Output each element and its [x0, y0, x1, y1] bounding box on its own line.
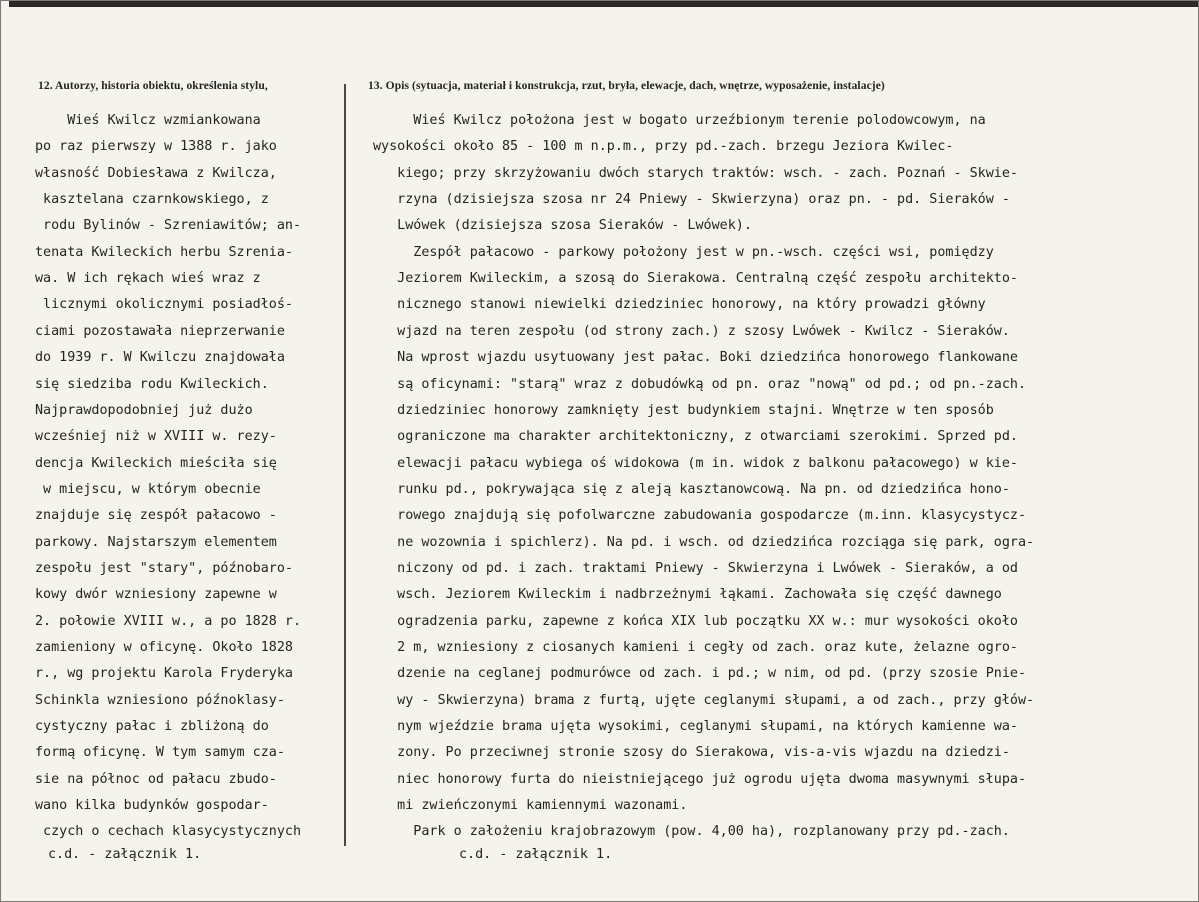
text-line: kiego; przy skrzyżowaniu dwóch starych traktów: wsch. - zach. Poznań - Skwie-	[373, 165, 1018, 181]
section-13-heading: 13. Opis (sytuacja, materiał i konstrukcja, rzut, bryła, elewacje, dach, wnętrze, wyposażenie, instalacje)	[368, 80, 885, 92]
text-line: tenata Kwileckich herbu Szrenia-	[35, 244, 293, 260]
text-line: Najprawdopodobniej już dużo	[35, 402, 253, 418]
text-line: Zespół pałacowo - parkowy położony jest w pn.-wsch. części wsi, pomiędzy	[373, 244, 994, 260]
text-line: dzenie na ceglanej podmurówce od zach. i pd.; w nim, od pd. (przy szosie Pnie-	[373, 666, 1027, 682]
text-line: po raz pierwszy w 1388 r. jako	[35, 139, 277, 155]
text-line: niczony od pd. i zach. traktami Pniewy - Skwierzyna i Lwówek - Sieraków, a od	[373, 560, 1018, 576]
text-line: są oficynami: "starą" wraz z dobudówką od pn. oraz "nową" od pd.; od pn.-zach.	[373, 376, 1027, 392]
text-line: kasztelana czarnkowskiego, z	[35, 192, 269, 208]
text-line: własność Dobiesława z Kwilcza,	[35, 165, 277, 181]
text-line: znajduje się zespół pałacowo -	[35, 508, 277, 524]
text-line: ne wozownia i spichlerz). Na pd. i wsch. od dziedzińca rozciąga się park, ogra-	[373, 534, 1035, 550]
text-line: ciami pozostawała nieprzerwanie	[35, 323, 285, 339]
text-line: sie na północ od pałacu zbudo-	[35, 771, 277, 787]
text-line: Wieś Kwilcz wzmiankowana	[35, 113, 261, 128]
text-line: elewacji pałacu wybiega oś widokowa (m in. widok z balkonu pałacowego) w kie-	[373, 455, 1018, 471]
text-line: wa. W ich rękach wieś wraz z	[35, 271, 261, 287]
text-line: niec honorowy furta do nieistniejącego już ogrodu ujęta dwoma masywnymi słupa-	[373, 771, 1027, 787]
text-line: r., wg projektu Karola Fryderyka	[35, 666, 293, 682]
text-line: 2 m, wzniesiony z ciosanych kamieni i cegły od zach. oraz kute, żelazne ogro-	[373, 640, 1018, 655]
text-line: nicznego stanowi niewielki dziedziniec honorowy, na który prowadzi główny	[373, 297, 986, 313]
text-line: kowy dwór wzniesiony zapewne w	[35, 587, 277, 603]
text-line: w miejscu, w którym obecnie	[35, 481, 261, 497]
text-line: ogradzenia parku, zapewne z końca XIX lub początku XX w.: mur wysokości około	[373, 613, 1018, 629]
text-line: formą oficynę. W tym samym cza-	[35, 745, 285, 761]
text-line: Schinkla wzniesiono późnoklasy-	[35, 692, 285, 708]
text-line: rowego znajdują się pofolwarczne zabudowania gospodarcze (m.inn. klasycystycz-	[373, 508, 1027, 524]
section-12-heading: 12. Autorzy, historia obiektu, określenia stylu,	[38, 80, 268, 92]
text-line: wano kilka budynków gospodar-	[35, 798, 269, 814]
text-line: cystyczny pałac i zbliżoną do	[35, 719, 269, 735]
text-line: mi zwieńczonymi kamiennymi wazonami.	[373, 798, 688, 814]
text-line: czych o cechach klasycystycznych	[35, 824, 302, 840]
text-line: Lwówek (dzisiejsza szosa Sieraków - Lwówek).	[373, 218, 752, 234]
text-line: dziedziniec honorowy zamknięty jest budynkiem stajni. Wnętrze w ten sposób	[373, 402, 994, 418]
text-line: nym wjeździe brama ujęta wysokimi, ceglanymi słupami, na których kamienne wa-	[373, 719, 1018, 735]
text-line: Park o założeniu krajobrazowym (pow. 4,00 ha), rozplanowany przy pd.-zach.	[373, 824, 1010, 840]
text-line: 2. połowie XVIII w., a po 1828 r.	[35, 613, 302, 629]
text-line: wjazd na teren zespołu (od strony zach.) z szosy Lwówek - Kwilcz - Sieraków.	[373, 323, 1010, 339]
text-line: do 1939 r. W Kwilczu znajdowała	[35, 350, 285, 366]
footer-continuation-left: c.d. - załącznik 1.	[48, 847, 202, 862]
text-line: wysokości około 85 - 100 m n.p.m., przy pd.-zach. brzegu Jeziora Kwilec-	[373, 139, 954, 155]
text-line: zespołu jest "stary", późnobaro-	[35, 560, 293, 576]
text-line: licznymi okolicznymi posiadłoś-	[35, 297, 293, 313]
text-line: zony. Po przeciwnej stronie szosy do Sierakowa, vis-a-vis wjazdu na dziedzi-	[373, 745, 1010, 761]
text-line: zamieniony w oficynę. Około 1828	[35, 640, 293, 655]
text-line: Na wprost wjazdu usytuowany jest pałac. Boki dziedzińca honorowego flankowane	[373, 350, 1018, 366]
text-line: wy - Skwierzyna) brama z furtą, ujęte ceglanymi słupami, a od zach., przy głów-	[373, 692, 1035, 708]
text-line: rodu Bylinów - Szreniawitów; an-	[35, 218, 302, 234]
text-line: parkowy. Najstarszym elementem	[35, 534, 277, 550]
text-line: rzyna (dzisiejsza szosa nr 24 Pniewy - Skwierzyna) oraz pn. - pd. Sieraków -	[373, 192, 1010, 208]
footer-continuation-right: c.d. - załącznik 1.	[459, 847, 613, 862]
text-line: wsch. Jeziorem Kwileckim i nadbrzeżnymi łąkami. Zachowała się część dawnego	[373, 587, 1002, 603]
text-line: Wieś Kwilcz położona jest w bogato urzeźbionym terenie polodowcowym, na	[373, 113, 986, 128]
column-divider	[344, 84, 346, 846]
text-line: Jeziorem Kwileckim, a szosą do Sierakowa. Centralną część zespołu architekto-	[373, 271, 1018, 287]
text-line: ograniczone ma charakter architektoniczny, z otwarciami szerokimi. Sprzed pd.	[373, 429, 1018, 445]
text-line: wcześniej niż w XVIII w. rezy-	[35, 429, 277, 445]
text-line: dencja Kwileckich mieściła się	[35, 455, 277, 471]
text-line: się siedziba rodu Kwileckich.	[35, 376, 269, 392]
text-line: runku pd., pokrywająca się z aleją kasztanowcową. Na pn. od dziedzińca hono-	[373, 481, 1010, 497]
